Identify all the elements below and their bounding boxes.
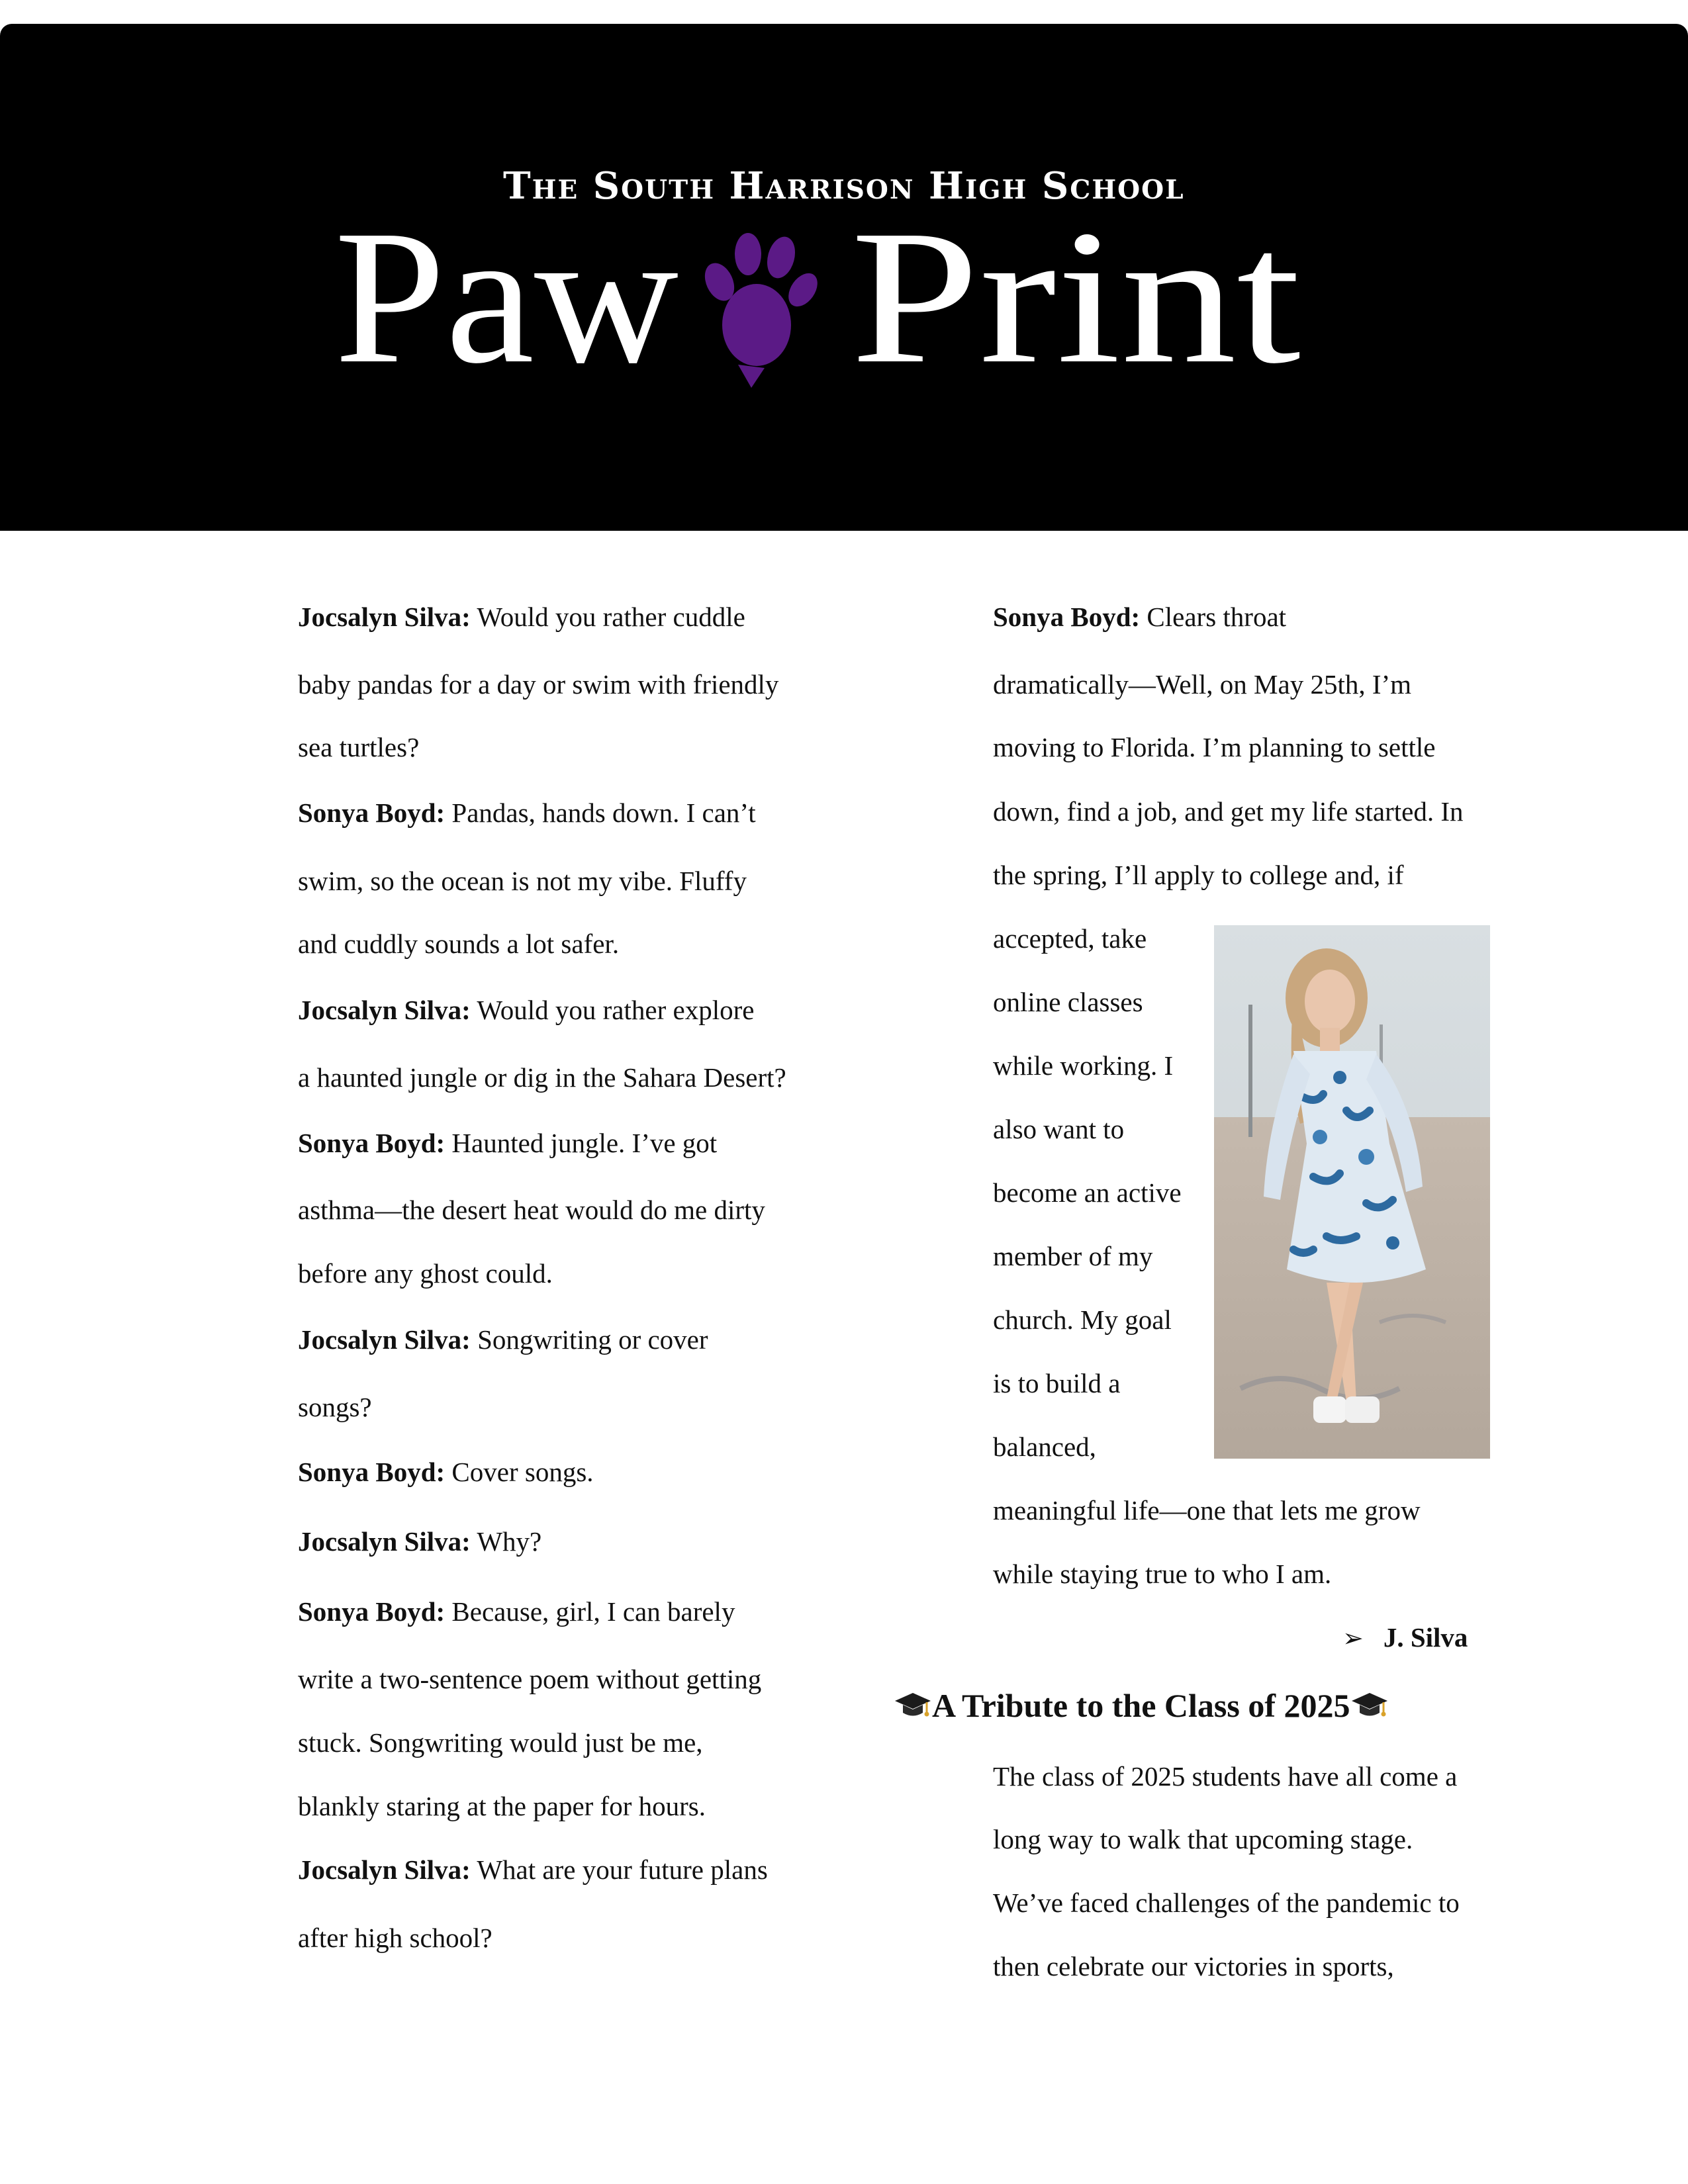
interview-line: church. My goal <box>993 1304 1172 1335</box>
interview-line: also want to <box>993 1114 1125 1144</box>
interview-line: Sonya Boyd: Clears throat <box>993 602 1287 632</box>
interview-line: swim, so the ocean is not my vibe. Fluffy <box>298 866 747 896</box>
interview-line: and cuddly sounds a lot safer. <box>298 929 620 959</box>
interview-line: Jocsalyn Silva: Would you rather explore <box>298 995 755 1025</box>
interview-line: Sonya Boyd: Haunted jungle. I’ve got <box>298 1128 718 1158</box>
interview-line: stuck. Songwriting would just be me, <box>298 1727 703 1758</box>
interview-line: accepted, take <box>993 923 1147 954</box>
tribute-line: then celebrate our victories in sports, <box>993 1951 1394 1981</box>
interview-line: songs? <box>298 1392 372 1422</box>
interview-line: Jocsalyn Silva: What are your future plans <box>298 1854 768 1885</box>
tribute-line: We’ve faced challenges of the pandemic to <box>993 1888 1460 1918</box>
interview-line: while working. I <box>993 1050 1174 1081</box>
interview-line: Jocsalyn Silva: Why? <box>298 1526 542 1557</box>
interview-line: member of my <box>993 1241 1153 1271</box>
interview-line: blankly staring at the paper for hours. <box>298 1791 706 1821</box>
interview-line: Sonya Boyd: Because, girl, I can barely <box>298 1596 735 1627</box>
masthead-kicker: The South Harrison High School <box>503 164 1185 208</box>
interview-line: after high school? <box>298 1923 492 1953</box>
interview-line: sea turtles? <box>298 732 420 762</box>
interview-line: Sonya Boyd: Cover songs. <box>298 1457 594 1487</box>
logo-word-right: Print <box>851 191 1302 403</box>
interview-line: meaningful life—one that lets me grow <box>993 1495 1421 1525</box>
interview-line: before any ghost could. <box>298 1258 553 1289</box>
interview-line: balanced, <box>993 1432 1096 1462</box>
interview-line: dramatically—Well, on May 25th, I’m <box>993 669 1412 700</box>
interview-line: down, find a job, and get my life started. In <box>993 796 1464 827</box>
interview-line: the spring, I’ll apply to college and, if <box>993 860 1404 890</box>
student-portrait-photo <box>1214 925 1490 1459</box>
tribute-line: The class of 2025 students have all come a <box>993 1761 1458 1792</box>
byline: ➢ J. Silva <box>1342 1622 1468 1653</box>
paw-print-logo <box>334 183 1327 408</box>
interview-line: moving to Florida. I’m planning to settle <box>993 732 1436 762</box>
graduation-cap-icon <box>1350 1690 1389 1721</box>
interview-line: a haunted jungle or dig in the Sahara Desert? <box>298 1062 786 1093</box>
interview-line: is to build a <box>993 1368 1121 1398</box>
interview-line: Jocsalyn Silva: Would you rather cuddle <box>298 602 745 632</box>
interview-line: asthma—the desert heat would do me dirty <box>298 1195 765 1225</box>
graduation-cap-icon <box>894 1690 932 1721</box>
interview-line: online classes <box>993 987 1143 1017</box>
interview-line: become an active <box>993 1177 1182 1208</box>
interview-line: Jocsalyn Silva: Songwriting or cover <box>298 1324 708 1355</box>
tribute-title: A Tribute to the Class of 2025 <box>894 1686 1389 1725</box>
logo-word-left: Paw <box>334 191 679 403</box>
interview-line: while staying true to who I am. <box>993 1559 1332 1589</box>
interview-line: baby pandas for a day or swim with friendly <box>298 669 779 700</box>
tribute-line: long way to walk that upcoming stage. <box>993 1824 1413 1854</box>
interview-line: Sonya Boyd: Pandas, hands down. I can’t <box>298 797 756 828</box>
paw-print-icon <box>699 233 823 388</box>
masthead <box>0 24 1688 531</box>
interview-line: write a two-sentence poem without getting <box>298 1664 762 1694</box>
